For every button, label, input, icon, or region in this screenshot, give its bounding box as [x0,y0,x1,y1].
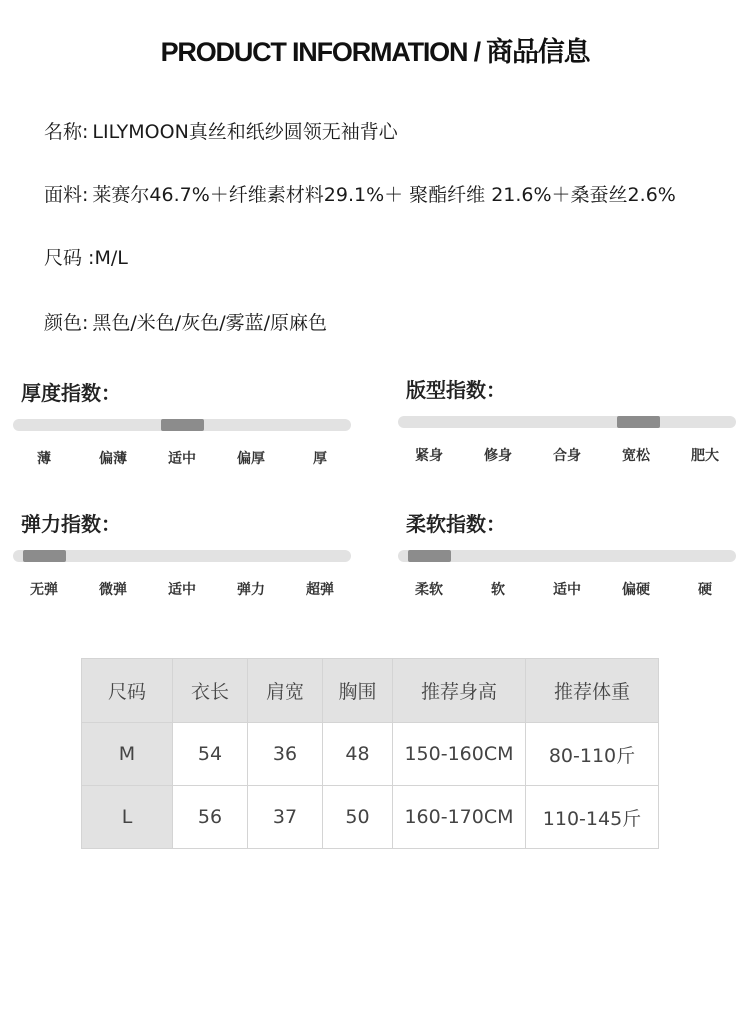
table-cell: 54 [173,723,248,786]
softness-gauge-marker [408,550,451,562]
page-title: PRODUCT INFORMATION / 商品信息 [160,37,590,67]
table-cell: 48 [323,723,393,786]
softness-gauge-title: 柔软指数： [406,512,506,536]
elasticity-gauge-labels [13,579,351,599]
gauge-label: 无弹 [30,582,58,598]
fit-gauge-title: 版型指数： [406,378,506,402]
table-row [82,786,659,849]
gauge-label: 适中 [553,582,581,598]
gauge-label: 肥大 [691,448,719,464]
gauge-label: 紧身 [415,448,443,464]
thickness-gauge-track [13,419,351,431]
gauge-label: 宽松 [622,448,650,464]
fabric-row [44,180,676,207]
fit-gauge-marker [617,416,660,428]
product-name-row [44,117,398,144]
table-cell: 36 [248,723,323,786]
gauge-label: 合身 [553,448,581,464]
table-cell: 37 [248,786,323,849]
table-cell: 56 [173,786,248,849]
gauge-label: 薄 [37,451,51,467]
elasticity-gauge-marker [23,550,66,562]
fabric-label: 面料: [44,184,89,206]
product-name-label: 名称: [44,121,89,143]
gauge-label: 微弹 [99,582,127,598]
column-header: 胸围 [323,659,393,723]
product-name-value: LILYMOON真丝和纸纱圆领无袖背心 [92,121,398,143]
table-cell: L [82,786,173,849]
fit-gauge-track [398,416,736,428]
table-row [82,723,659,786]
elasticity-gauge-title: 弹力指数： [21,512,121,536]
gauge-label: 适中 [168,582,196,598]
size-value: M/L [94,247,128,269]
column-header: 尺码 [82,659,173,723]
column-header: 肩宽 [248,659,323,723]
thickness-gauge-labels [13,448,351,468]
size-label: 尺码 : [44,247,95,269]
column-header: 推荐身高 [393,659,526,723]
gauge-label: 修身 [484,448,512,464]
softness-gauge-labels [398,579,736,599]
gauge-label: 超弹 [306,582,334,598]
size-row [44,243,128,270]
color-label: 颜色: [44,312,89,334]
color-value: 黑色/米色/灰色/雾蓝/原麻色 [92,312,328,334]
size-chart-table [81,658,659,849]
thickness-gauge-marker [161,419,204,431]
softness-gauge-track [398,550,736,562]
column-header: 推荐体重 [526,659,659,723]
gauge-label: 适中 [168,451,196,467]
table-cell: 150-160CM [393,723,526,786]
gauge-label: 偏硬 [622,582,650,598]
gauge-label: 偏厚 [237,451,265,467]
gauge-label: 厚 [313,451,327,467]
table-cell: 160-170CM [393,786,526,849]
table-cell: 80-110斤 [526,723,659,786]
table-cell: M [82,723,173,786]
gauge-label: 硬 [698,582,712,598]
gauge-label: 柔软 [415,582,443,598]
elasticity-gauge-track [13,550,351,562]
table-cell: 50 [323,786,393,849]
fabric-value: 莱赛尔46.7%＋纤维素材料29.1%＋ 聚酯纤维 21.6%＋桑蚕丝2.6% [92,184,676,206]
fit-gauge-labels [398,445,736,465]
color-row [44,308,327,335]
gauge-label: 弹力 [237,582,265,598]
gauge-label: 软 [491,582,505,598]
table-header-row [82,659,659,723]
column-header: 衣长 [173,659,248,723]
thickness-gauge-title: 厚度指数： [21,381,121,405]
table-cell: 110-145斤 [526,786,659,849]
gauge-label: 偏薄 [99,451,127,467]
